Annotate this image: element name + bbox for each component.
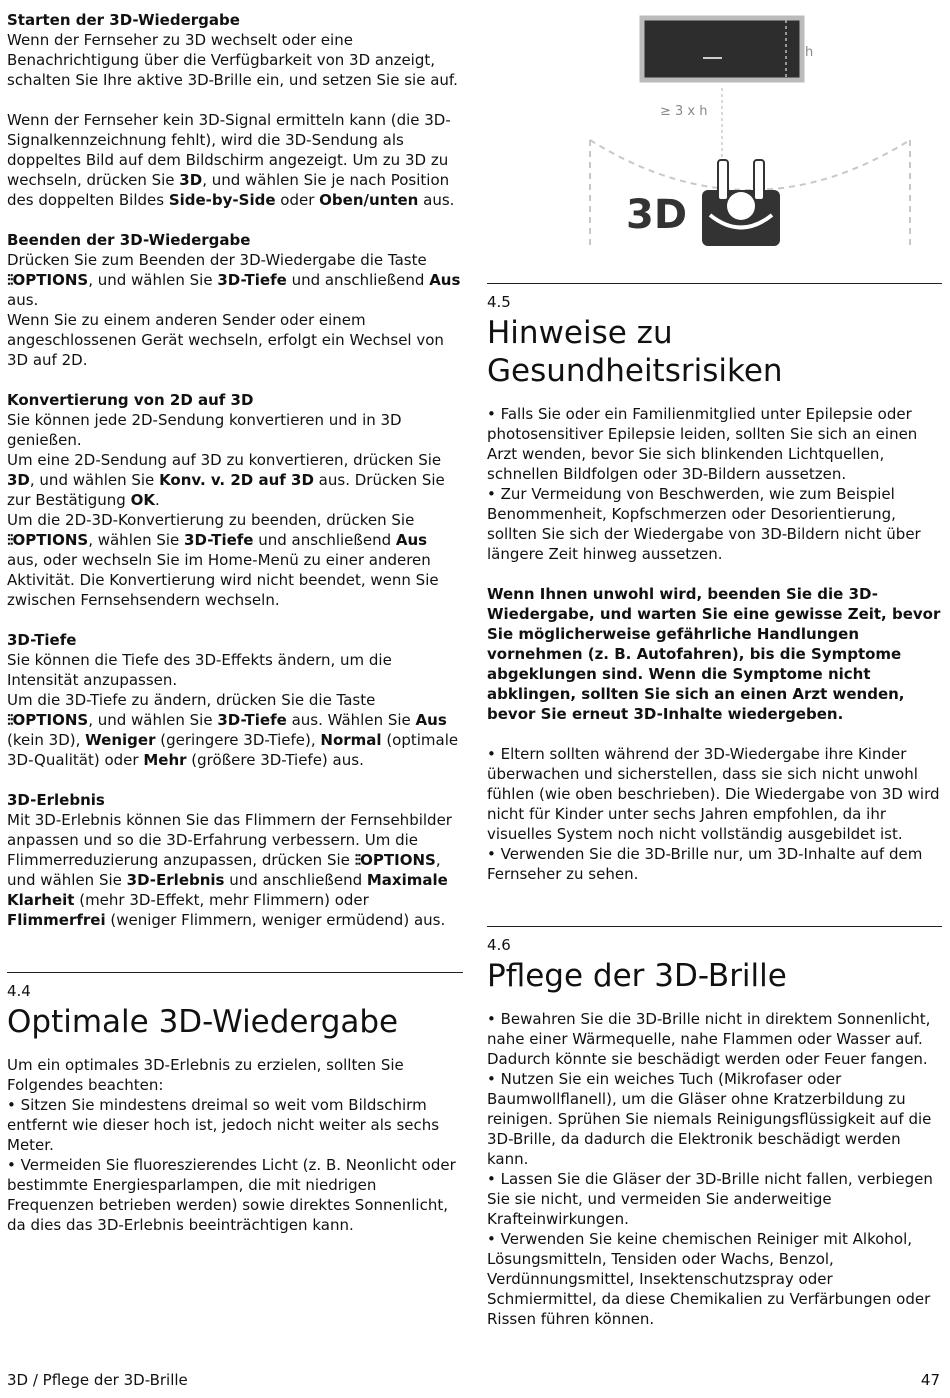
bullet-item: • Verwenden Sie keine chemischen Reiniger mit Alkohol, Lösungsmitteln, Tensiden oder Wachs, Benzol, Verdünnungsmittel, Insektenschutzspray oder Schmiermittel, da diese Chemikalien zu Verfärbungen oder Rissen führen können. [487,1230,931,1328]
health-warning: Wenn Ihnen unwohl wird, beenden Sie die 3D-Wiedergabe, und warten Sie eine gewisse Zeit, bevor Sie möglicherweise gefährliche Handlungen vornehmen (z. B. Autofahren), bis die Symptome abgeklungen sind. Wenn die Symptome nicht abklingen, sollten Sie sich an einen Arzt wenden, bevor Sie erneut 3D-Inhalte wiedergeben. [487,585,941,723]
3d-badge: 3D [626,192,688,238]
section-rule [487,283,942,284]
heading-beenden: Beenden der 3D-Wiedergabe [7,231,251,249]
paragraph: Um die 2D-3D-Konvertierung zu beenden, drücken Sie ⫶⫶OPTIONS, wählen Sie 3D-Tiefe und anschließend Aus aus, oder wechseln Sie im Home-Menü zu einer anderen Aktivität. Die Konvertierung wird nicht beendet, wenn Sie zwischen Fernsehsendern wechseln. [7,511,439,609]
bullet-item: • Sitzen Sie mindestens dreimal so weit vom Bildschirm entfernt wie dieser hoch ist, jedoch nicht weiter als sechs Meter. [7,1096,440,1154]
distance-label: ≥ 3 x h [660,104,708,119]
bullet-item: • Nutzen Sie ein weiches Tuch (Mikrofaser oder Baumwollflanell), um die Gläser ohne Kratzerbildung zu reinigen. Sprühen Sie niemals Reinigungsflüssigkeit auf die 3D-Brille, da dadurch die Elektronik beschädigt werden kann. [487,1070,932,1168]
bullet-item: • Falls Sie oder ein Familienmitglied unter Epilepsie oder photosensitiver Epilepsie leiden, sollten Sie sich an einen Arzt wenden, bevor Sie sich blinkenden Lichtquellen, schnellen Bildfolgen oder 3D-Bildern aussetzen. [487,405,918,483]
tv-screen-icon [642,18,802,80]
paragraph: Um eine 2D-Sendung auf 3D zu konvertieren, drücken Sie 3D, und wählen Sie Konv. v. 2D auf 3D aus. Drücken Sie zur Bestätigung OK. [7,451,445,509]
paragraph: Um ein optimales 3D-Erlebnis zu erzielen, sollten Sie Folgendes beachten: [7,1056,404,1094]
bullet-item: • Verwenden Sie die 3D-Brille nur, um 3D-Inhalte auf dem Fernseher zu sehen. [487,845,923,883]
right-column [487,283,942,1329]
bullet-item: • Eltern sollten während der 3D-Wiedergabe ihre Kinder überwachen und sicherstellen, dass sie sich nicht unwohl fühlen (wie oben beschrieben). Die Wiedergabe von 3D wird nicht für Kinder unter sechs Jahren empfohlen, da ihr visuelles System noch nicht vollständig ausgebildet ist. [487,745,940,843]
section-number: 4.5 [487,293,511,311]
options-icon: ⫶⫶ [7,711,13,729]
section-rule [487,926,942,927]
heading-erlebnis: 3D-Erlebnis [7,791,105,809]
section-title: Pflege der 3D-Brille [487,958,787,994]
section-rule [7,972,463,973]
paragraph: Drücken Sie zum Beenden der 3D-Wiedergabe die Taste ⫶⫶OPTIONS, und wählen Sie 3D-Tiefe und anschließend Aus aus. [7,251,461,309]
viewing-distance-illustration [560,10,940,250]
heading-tiefe: 3D-Tiefe [7,631,77,649]
section-number: 4.4 [7,982,31,1000]
section-number: 4.6 [487,936,511,954]
page-number: 47 [920,1371,940,1389]
paragraph: Mit 3D-Erlebnis können Sie das Flimmern der Fernsehbilder anpassen und so die 3D-Erfahrung verbessern. Um die Flimmerreduzierung anzupassen, drücken Sie ⫶⫶OPTIONS, und wählen Sie 3D-Erlebnis und anschließend Maximale Klarheit (mehr 3D-Effekt, mehr Flimmern) oder Flimmerfrei (weniger Flimmern, weniger ermüdend) aus. [7,811,452,929]
footer-breadcrumb: 3D / Pflege der 3D-Brille [7,1371,188,1389]
height-label: h [805,45,814,60]
paragraph: Sie können die Tiefe des 3D-Effekts ändern, um die Intensität anzupassen. [7,651,392,689]
bullet-item: • Zur Vermeidung von Beschwerden, wie zum Beispiel Benommenheit, Kopfschmerzen oder Desorientierung, sollten Sie sich der Wiedergabe von 3D-Bildern nicht über längere Zeit hinweg aussetzen. [487,485,921,563]
paragraph: Wenn der Fernseher zu 3D wechselt oder eine Benachrichtigung über die Verfügbarkeit von 3D anzeigt, schalten Sie Ihre aktive 3D-Brille ein, und setzen Sie sie auf. [7,31,458,89]
viewer-icon [702,160,780,246]
heading-starten: Starten der 3D-Wiedergabe [7,11,240,29]
section-title: Optimale 3D-Wiedergabe [7,1004,399,1040]
paragraph: Um die 3D-Tiefe zu ändern, drücken Sie die Taste ⫶⫶OPTIONS, und wählen Sie 3D-Tiefe aus. Wählen Sie Aus (kein 3D), Weniger (geringere 3D-Tiefe), Normal (optimale 3D-Qualität) oder Mehr (größere 3D-Tiefe) aus. [7,691,459,769]
heading-konvertierung: Konvertierung von 2D auf 3D [7,391,254,409]
bullet-item: • Vermeiden Sie fluoreszierendes Licht (z. B. Neonlicht oder bestimmte Energiesparlampen, die mit niedrigen Frequenzen betrieben werden) sowie direktes Sonnenlicht, da dies das 3D-Erlebnis beeinträchtigen kann. [7,1156,456,1234]
section-title: Hinweise zu Gesundheitsrisiken [487,315,783,389]
bullet-item: • Lassen Sie die Gläser der 3D-Brille nicht fallen, verbiegen Sie sie nicht, und vermeiden Sie anderweitige Krafteinwirkungen. [487,1170,933,1228]
options-icon: ⫶⫶ [7,531,13,549]
options-icon: ⫶⫶ [7,271,13,289]
paragraph: Wenn der Fernseher kein 3D-Signal ermitteln kann (die 3D-Signalkennzeichnung fehlt), wird die 3D-Sendung als doppeltes Bild auf dem Bildschirm angezeigt. Um zu 3D zu wechseln, drücken Sie 3D, und wählen Sie je nach Position des doppelten Bildes Side-by-Side oder Oben/unten aus. [7,111,455,209]
bullet-item: • Bewahren Sie die 3D-Brille nicht in direktem Sonnenlicht, nahe einer Wärmequelle, nahe Flammen oder Wasser auf. Dadurch könnte sie beschädigt werden oder Feuer fangen. [487,1010,931,1068]
paragraph: Wenn Sie zu einem anderen Sender oder einem angeschlossenen Gerät wechseln, erfolgt ein Wechsel von 3D auf 2D. [7,311,444,369]
left-column [7,10,463,1235]
paragraph: Sie können jede 2D-Sendung konvertieren und in 3D genießen. [7,411,402,449]
options-icon: ⫶⫶ [354,851,361,869]
